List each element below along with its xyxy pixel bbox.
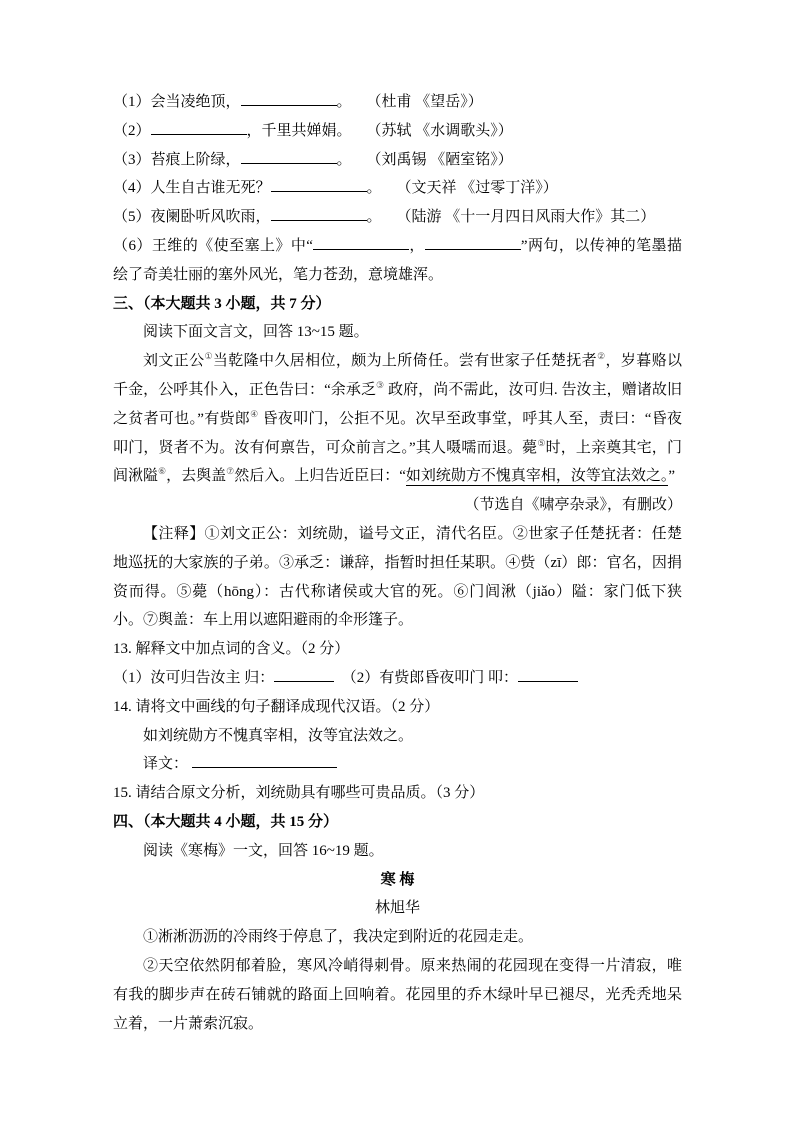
text-run: ，千里共婵娟。 （苏轼 《水调歌头》） [246, 122, 513, 139]
text-run: ，去舆盖 [166, 468, 227, 485]
text-run: （6）王维的《使至塞上》中“ [113, 237, 313, 254]
question-13-label: 13. 解释文中加点词的含义。（2 分） [113, 641, 350, 658]
answer-blank [151, 120, 247, 135]
text-run: （1）会当凌绝顶， [113, 94, 241, 110]
text-run: （1）汝可归告汝主 归： [113, 669, 275, 686]
essay-paragraph-1: ①淅淅沥沥的冷雨终于停息了，我决定到附近的花园走走。 [143, 929, 534, 946]
text-run: 刘文正公 [143, 353, 205, 370]
note-reference: ③ [376, 379, 385, 390]
section-three-header: 三、（本大题共 3 小题，共 7 分） [113, 295, 331, 312]
text-run: （2）有赀郎昏夜叩门 叩： [334, 669, 519, 686]
text-run: （3）苔痕上阶绿， [113, 151, 241, 168]
question-15-label: 15. 请结合原文分析，刘统勋具有哪些可贵品质。（3 分） [113, 785, 485, 802]
classical-passage [113, 347, 682, 491]
answer-blank [241, 91, 337, 106]
answer-blank [274, 667, 334, 682]
underlined-sentence: 如刘统勋方不愧真宰相，汝等宜法效之。 [405, 468, 669, 485]
question-14-label: 14. 请将文中画线的句子翻译成现代汉语。（2 分） [113, 698, 440, 715]
answer-blank [271, 206, 367, 221]
essay-author: 林旭华 [374, 900, 420, 917]
question-14-sentence: 如刘统勋方不愧真宰相，汝等宜法效之。 [143, 727, 414, 744]
passage-source: （节选自《啸亭杂录》，有删改） [464, 497, 682, 514]
answer-blank [518, 667, 578, 682]
text-run: 。 （文天祥 《过零丁洋》） [366, 180, 558, 197]
answer-blank [271, 177, 367, 192]
text-run: （2） [113, 122, 151, 139]
answer-blank [425, 235, 521, 250]
note-reference: ④ [250, 408, 259, 419]
poetry-item-6 [113, 232, 682, 290]
poetry-item-5 [113, 203, 682, 232]
question-14-answer-line [113, 750, 682, 779]
text-run: ， [408, 237, 425, 254]
text-run: 译文： [143, 756, 192, 773]
note-reference: ⑥ [158, 466, 167, 477]
question-13-blanks [113, 664, 682, 693]
text-run: 然后入。上归告近臣曰：“ [234, 468, 406, 485]
answer-blank [192, 753, 337, 768]
text-run: 政府，尚不需此，汝可归. 告汝主，赠诸故旧之贫者可也。”有赀郎 [113, 381, 682, 427]
text-run: 当乾隆中久居相位，颇为上所倚任。尝有世家子任楚抚者 [212, 353, 598, 370]
poetry-item-2 [113, 117, 682, 146]
section-four-header: 四、（本大题共 4 小题，共 15 分） [113, 813, 339, 830]
essay-title: 寒 梅 [380, 871, 415, 888]
text-run: 。 （杜甫 《望岳》） [336, 94, 483, 110]
text-run: 。 （陆游 《十一月四日风雨大作》其二） [366, 209, 656, 226]
passage-notes: 【注释】①刘文正公：刘统勋，谥号文正，清代名臣。②世家子任楚抚者：任楚地巡抚的大家族的子弟。③承乏：谦辞，指暂时担任某职。④赀（zī）郎：官名，因捐资而得。⑤薨（hōng）：古代称诸侯或大官的死。⑥门闾湫（jiǎo）隘：家门低下狭小。⑦舆盖：车上用以遮阳避雨的伞形篷子。 [113, 525, 682, 629]
text-run: 昏夜叩门，公拒不见。次早至政事堂，呼其人至，责曰：“昏夜叩门，贤者不为。汝有何禀告，可众前言之。”其人嗫嚅而退。薨 [113, 410, 682, 456]
note-reference: ② [597, 351, 606, 362]
text-run: （5）夜阑卧听风吹雨， [113, 209, 271, 226]
text-run: （4）人生自古谁无死？ [113, 180, 271, 197]
poetry-item-3 [113, 146, 682, 175]
text-run: 。 （刘禹锡 《陋室铭》） [336, 151, 513, 168]
text-run: 时，上亲奠其宅，门闾湫隘 [113, 439, 682, 485]
answer-blank [313, 235, 409, 250]
text-run: ，岁暮赂以千金，公呼其仆入，正色告曰：“余承乏 [113, 353, 682, 398]
answer-blank [241, 149, 337, 164]
poetry-item-4 [113, 174, 682, 203]
essay-paragraph-2: ②天空依然阴郁着脸，寒风冷峭得刺骨。原来热闹的花园现在变得一片清寂，唯有我的脚步声在砖石铺就的路面上回响着。花园里的乔木绿叶早已褪尽，光秃秃地呆立着，一片萧索沉寂。 [113, 957, 682, 1032]
note-reference: ① [204, 351, 213, 362]
poetry-item-1 [113, 88, 682, 117]
text-run: ” [668, 468, 676, 485]
note-reference: ⑤ [537, 437, 546, 448]
section-three-instruction: 阅读下面文言文，回答 13~15 题。 [143, 324, 369, 341]
section-four-instruction: 阅读《寒梅》一文，回答 16~19 题。 [143, 842, 384, 859]
text-run: ”两句，以传神的笔墨描绘了奇美壮丽的塞外风光，笔力苍劲，意境雄浑。 [113, 237, 682, 283]
note-reference: ⑦ [226, 466, 235, 477]
